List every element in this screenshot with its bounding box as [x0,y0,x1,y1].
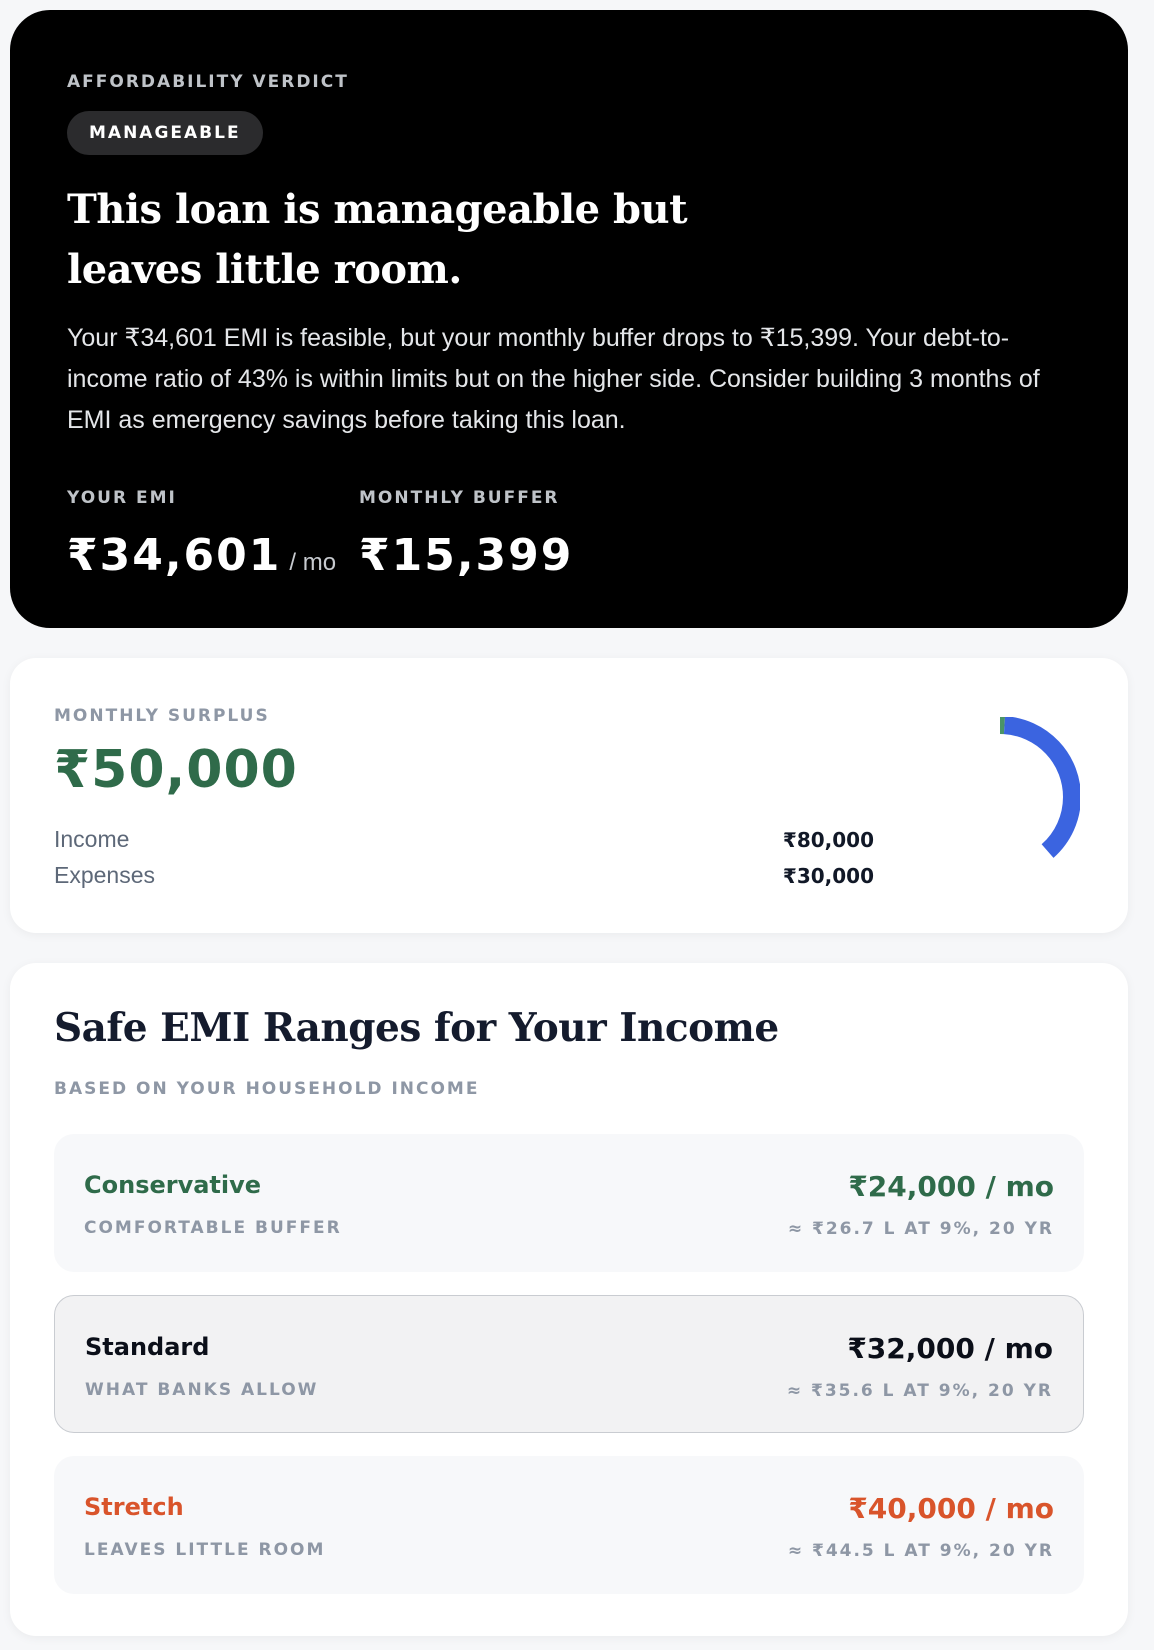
verdict-eyebrow: AFFORDABILITY VERDICT [67,72,349,92]
range-emi-amount: ₹32,000 / mo [847,1332,1053,1365]
range-loan-estimate: ≈ ₹44.5 L AT 9%, 20 YR [787,1541,1054,1561]
surplus-value: ₹50,000 [54,740,298,800]
income-row [54,826,874,856]
income-value: ₹80,000 [782,828,874,852]
range-loan-estimate: ≈ ₹26.7 L AT 9%, 20 YR [787,1219,1054,1239]
income-label: Income [54,826,130,852]
range-description: COMFORTABLE BUFFER [84,1218,342,1238]
range-name: Standard [85,1333,210,1361]
buffer-value-row [359,530,573,581]
buffer-value: ₹15,399 [359,530,574,581]
range-row-stretch[interactable] [54,1456,1084,1594]
expenses-value: ₹30,000 [782,864,874,888]
range-description: WHAT BANKS ALLOW [85,1380,319,1400]
range-description: LEAVES LITTLE ROOM [84,1540,326,1560]
verdict-status-badge: MANAGEABLE [67,111,263,155]
verdict-description: Your ₹34,601 EMI is feasible, but your monthly buffer drops to ₹15,399. Your debt-to-income ratio of 43% is within limits but on the higher side. Consider building 3 months of EMI as emergency savings before taking this loan. [67,324,1040,434]
safe-emi-ranges-card [10,963,1128,1636]
ranges-subtitle: BASED ON YOUR HOUSEHOLD INCOME [54,1079,480,1099]
range-emi-amount: ₹24,000 / mo [848,1170,1054,1203]
emi-stat [67,488,336,581]
emi-label: YOUR EMI [67,488,177,508]
verdict-headline: This loan is manageable but leaves little room. [67,186,688,293]
buffer-label: MONTHLY BUFFER [359,488,560,508]
range-loan-estimate: ≈ ₹35.6 L AT 9%, 20 YR [786,1381,1053,1401]
surplus-donut-chart [920,717,1080,877]
affordability-verdict-card [10,10,1128,628]
expenses-row [54,862,874,892]
monthly-surplus-card [10,658,1128,933]
range-name: Conservative [84,1171,262,1199]
emi-value-row [67,530,336,581]
ranges-title: Safe EMI Ranges for Your Income [54,1005,779,1051]
donut-segment-expenses [928,725,1072,869]
buffer-stat [359,488,573,581]
expenses-label: Expenses [54,862,156,888]
range-name: Stretch [84,1493,184,1521]
emi-unit: / mo [289,549,337,576]
range-emi-amount: ₹40,000 / mo [848,1492,1054,1525]
range-row-conservative[interactable] [54,1134,1084,1272]
emi-value: ₹34,601 [67,530,282,581]
range-row-standard[interactable] [54,1295,1084,1433]
surplus-label: MONTHLY SURPLUS [54,706,270,726]
